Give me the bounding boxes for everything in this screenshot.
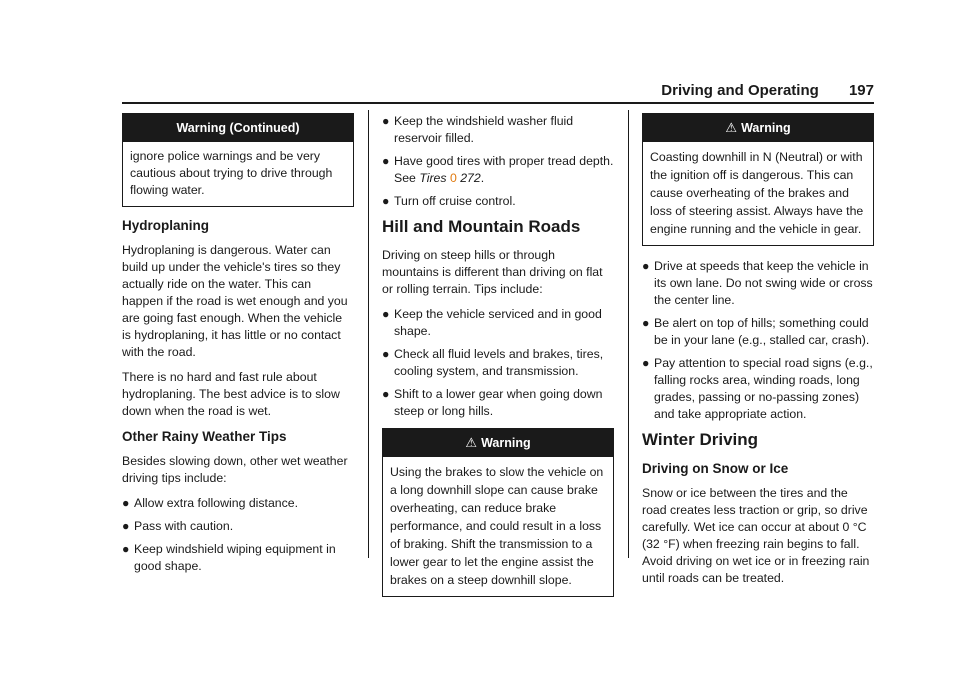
warning-text: Using the brakes to slow the vehicle on a long downhill slope can cause brake overheating, can reduce brake performance, and could result in a loss of braking. Shift the transmission to a lower gear to let the engine assist the brakes on a steep downhill slope. [390, 465, 604, 587]
bullet-icon: ● [642, 259, 650, 273]
heading-rainy-tips: Other Rainy Weather Tips [122, 429, 287, 444]
list-item: ● Allow extra following distance. [122, 496, 299, 510]
warning-title: Warning [741, 121, 791, 135]
heading-winter-driving: Winter Driving [642, 430, 759, 449]
list-item: ● Be alert on top of hills; something could be in your lane (e.g., stalled car, crash). [642, 316, 870, 347]
paragraph: There is no hard and fast rule about hydroplaning. The best advice is to slow down when the road is wet. [122, 370, 340, 418]
list-item: ● Keep the vehicle serviced and in good shape. [382, 307, 602, 338]
header-title: Driving and Operating [661, 82, 819, 99]
column-3 [642, 113, 874, 595]
list-item: ● Drive at speeds that keep the vehicle in its own lane. Do not swing wide or cross the center line. [642, 259, 873, 307]
paragraph: Besides slowing down, other wet weather driving tips include: [122, 454, 348, 485]
bullet-icon: ● [382, 154, 390, 168]
warning-box-continued [122, 113, 354, 207]
list-item: ● Check all fluid levels and brakes, tires, cooling system, and transmission. [382, 347, 604, 378]
bullet-list [122, 495, 354, 575]
warning-icon: ⚠ [465, 435, 478, 450]
column-2 [382, 113, 614, 607]
paragraph: Hydroplaning is dangerous. Water can build up under the vehicle's tires so they actually ride on the water. This can happen if the road is wet enough and you are going fast enough. When the vehicle is hydroplaning, it has little or no contact with the road. [122, 243, 348, 359]
tires-link[interactable]: Tires [419, 171, 447, 185]
warning-icon: ⚠ [725, 120, 738, 135]
warning-title: Warning [481, 436, 531, 450]
column-1 [122, 113, 354, 581]
column-divider-1 [368, 110, 369, 558]
bullet-icon: ● [382, 387, 390, 401]
bullet-icon: ● [382, 114, 390, 128]
bullet-icon: ● [122, 496, 130, 510]
heading-hydroplaning: Hydroplaning [122, 218, 209, 233]
heading-hill-mountain: Hill and Mountain Roads [382, 217, 581, 236]
bullet-icon: ● [382, 347, 390, 361]
page-header [122, 82, 874, 100]
column-divider-2 [628, 110, 629, 558]
paragraph: Driving on steep hills or through mountains is different than driving on flat or rolling terrain. Tips include: [382, 248, 603, 296]
bullet-icon: ● [122, 542, 130, 556]
header-rule [122, 102, 874, 104]
bullet-icon: ● [382, 307, 390, 321]
page-ref-arrow-icon: 0 [449, 171, 457, 185]
paragraph: Snow or ice between the tires and the road creates less traction or grip, so drive carefully. Wet ice can occur at about 0 °C (32 °F) when freezing rain begins to fall. Avoid driving on wet ice or in freezing rain until roads can be treated. [642, 486, 870, 585]
list-item: ● Turn off cruise control. [382, 194, 516, 208]
bullet-icon: ● [122, 519, 130, 533]
list-item: ● Keep windshield wiping equipment in good shape. [122, 542, 336, 573]
page-number: 197 [848, 82, 874, 99]
warning-header [383, 429, 613, 457]
warning-header [643, 114, 873, 142]
bullet-icon: ● [382, 194, 390, 208]
list-item: ● Pay attention to special road signs (e.g., falling rocks area, winding roads, long grades, passing or no-passing zones) and take appropriate action. [642, 356, 873, 421]
list-item: ● Pass with caution. [122, 519, 234, 533]
warning-box-brakes [382, 428, 614, 597]
bullet-icon: ● [642, 316, 650, 330]
warning-text: ignore police warnings and be very cautious about trying to drive through flowing water. [130, 149, 333, 197]
list-item: ● Shift to a lower gear when going down steep or long hills. [382, 387, 603, 418]
tires-page-ref[interactable]: 272 [460, 171, 481, 185]
warning-title: Warning (Continued) [176, 121, 300, 135]
heading-snow-ice: Driving on Snow or Ice [642, 461, 789, 476]
bullet-list [382, 113, 614, 210]
warning-box-coasting [642, 113, 874, 246]
warning-header [123, 114, 353, 142]
bullet-list [642, 258, 874, 423]
list-item: ● Keep the windshield washer fluid reservoir filled. [382, 114, 574, 145]
bullet-list [382, 306, 614, 420]
list-item: ● Have good tires with proper tread depth. See Tires 0 272. [382, 154, 614, 185]
bullet-icon: ● [642, 356, 650, 370]
warning-text: Coasting downhill in N (Neutral) or with the ignition off is dangerous. This can cause overheating of the brakes and loss of steering assist. Always have the engine running and the vehicle in gear. [650, 150, 864, 236]
